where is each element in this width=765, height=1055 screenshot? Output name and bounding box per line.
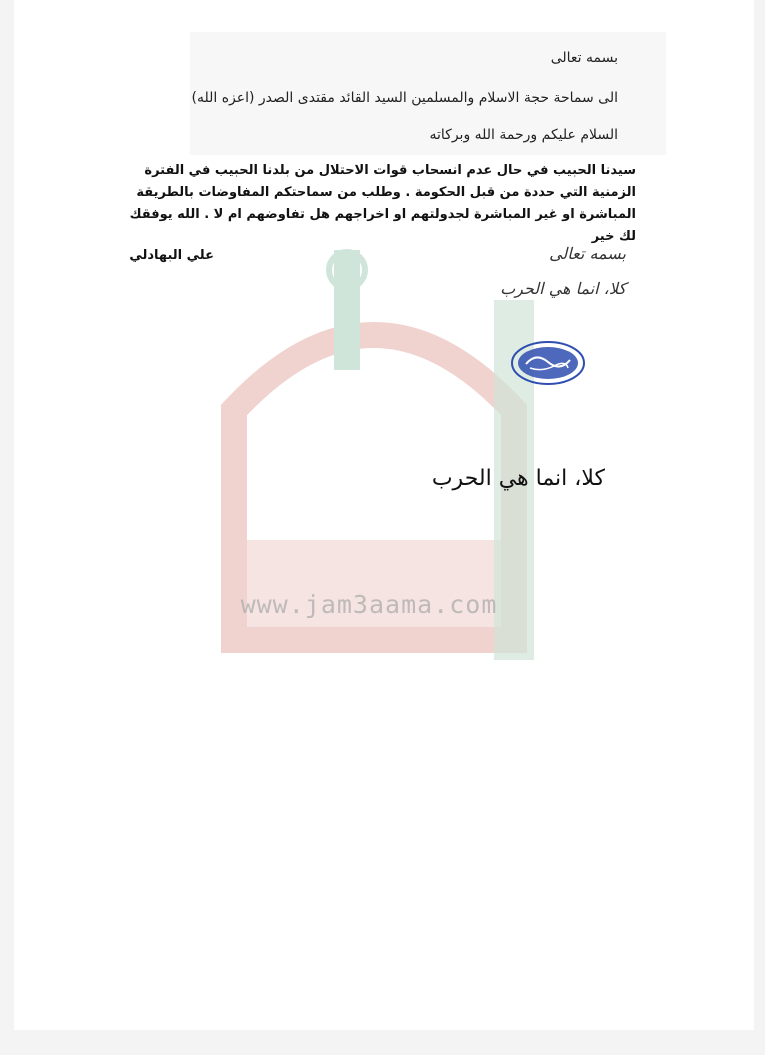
letter-sender: علي البهادلي xyxy=(129,248,214,263)
document-page xyxy=(14,0,754,1030)
typed-answer: كلا، انما هي الحرب xyxy=(431,466,605,491)
letter-opening: بسمه تعالى xyxy=(550,50,618,66)
letter-greeting: السلام عليكم ورحمة الله وبركاته xyxy=(429,127,618,143)
letter-body: سيدنا الحبيب في حال عدم انسحاب قوات الاحتلال من بلدنا الحبيب في الفترة الزمنية التي حددة من قبل الحكومة . وطلب من سماحتكم المفاوضات بالطريقة المباشرة او غير المباشرة لجدولتهم او اخراجهم هل تفاوضهم ام لا . الله يوفقك لك خير xyxy=(129,163,636,244)
official-seal-icon xyxy=(510,340,586,386)
watermark-site-text: www.jam3aama.com xyxy=(240,590,498,619)
handwritten-reply: كلا، انما هي الحرب xyxy=(500,279,626,298)
handwritten-opening: بسمه تعالى xyxy=(549,244,626,263)
letter-addressee: الى سماحة حجة الاسلام والمسلمين السيد القائد مقتدى الصدر (اعزه الله) xyxy=(191,90,618,106)
